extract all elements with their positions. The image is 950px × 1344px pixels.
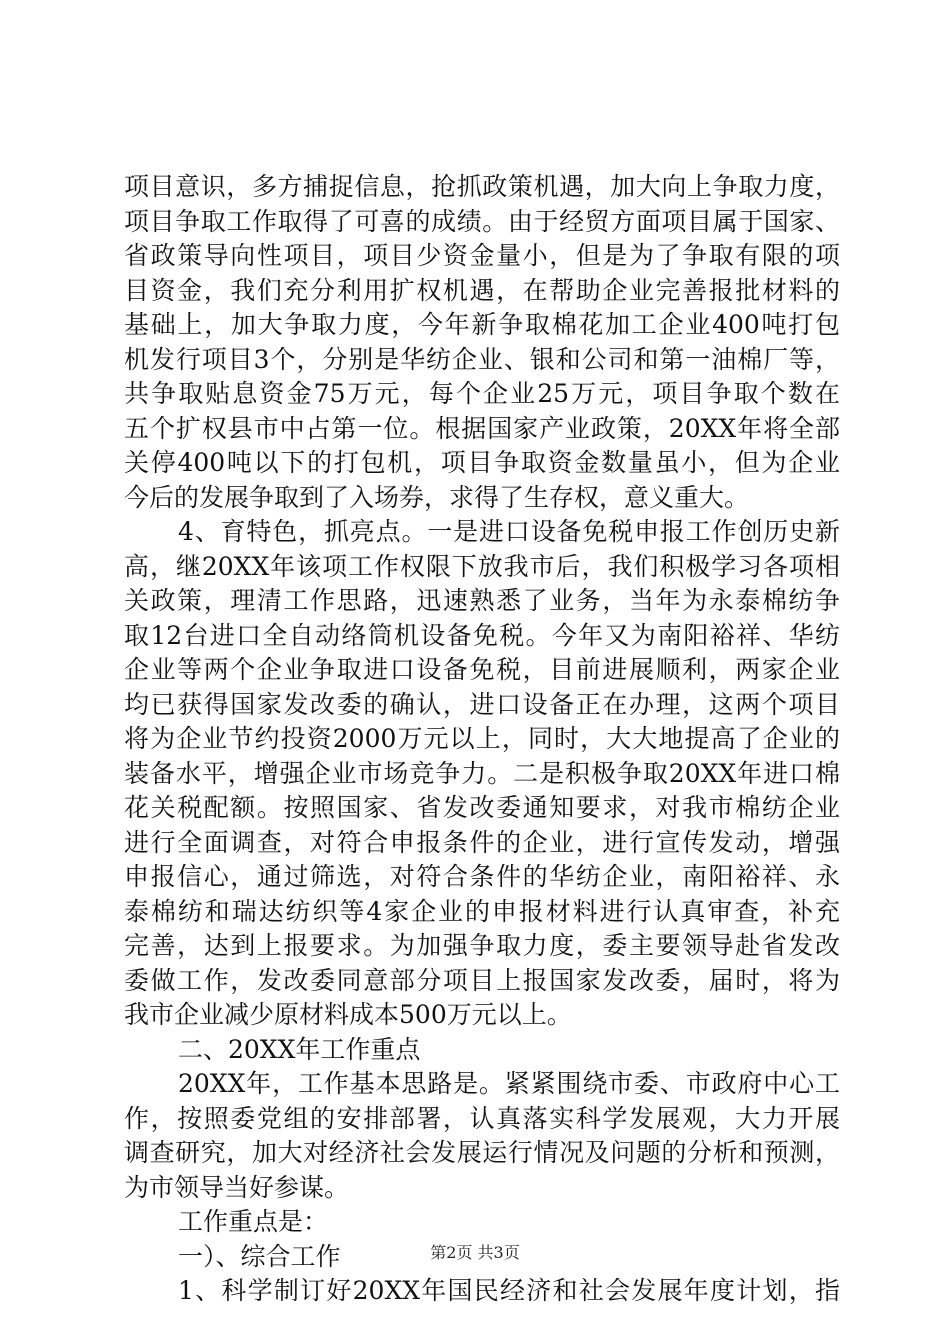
text-line: 20XX年，工作基本思路是。紧紧围绕市委、市政府中心工 <box>178 1069 840 1098</box>
text-line: 高，继20XX年该项工作权限下放我市后，我们积极学习各项相 <box>124 551 840 581</box>
text-line: 省政策导向性项目，项目少资金量小，但是为了争取有限的项 <box>124 241 840 270</box>
text-line: 为市领导当好参谋。 <box>124 1172 350 1202</box>
text-line: 委做工作，发改委同意部分项目上报国家发改委，届时，将为 <box>124 965 840 995</box>
text-line: 进行全面调查，对符合申报条件的企业，进行宣传发动，增强 <box>124 827 840 857</box>
text-line: 五个扩权县市中占第一位。根据国家产业政策，20XX年将全部 <box>124 413 840 443</box>
text-line: 4、育特色，抓亮点。一是进口设备免税申报工作创历史新 <box>178 517 840 546</box>
text-line: 我市企业减少原材料成本500万元以上。 <box>124 1000 572 1029</box>
text-line: 基础上，加大争取力度，今年新争取棉花加工企业400吨打包 <box>124 310 840 339</box>
text-line: 取12台进口全自动络筒机设备免税。今年又为南阳裕祥、华纺 <box>124 620 840 650</box>
text-line: 关停400吨以下的打包机，项目争取资金数量虽小，但为企业 <box>124 448 840 477</box>
section-heading: 二、20XX年工作重点 <box>178 1034 421 1064</box>
text-line: 工作重点是： <box>178 1207 329 1236</box>
text-line: 今后的发展争取到了入场券，求得了生存权，意义重大。 <box>124 482 750 512</box>
text-line: 泰棉纺和瑞达纺织等4家企业的申报材料进行认真审查，补充 <box>124 896 840 926</box>
text-line: 项目争取工作取得了可喜的成绩。由于经贸方面项目属于国家、 <box>124 206 840 236</box>
document-body <box>124 170 840 1309</box>
text-line: 均已获得国家发改委的确认，进口设备正在办理，这两个项目 <box>124 689 840 719</box>
text-line: 完善，达到上报要求。为加强争取力度，委主要领导赴省发改 <box>124 931 840 960</box>
subsection-heading: 一）、综合工作 <box>178 1241 341 1271</box>
text-line: 装备水平，增强企业市场竞争力。二是积极争取20XX年进口棉 <box>124 758 840 788</box>
text-line: 调查研究，加大对经济社会发展运行情况及问题的分析和预测， <box>124 1138 840 1167</box>
text-line: 将为企业节约投资2000万元以上，同时，大大地提高了企业的 <box>124 724 840 753</box>
text-line: 共争取贴息资金75万元，每个企业25万元，项目争取个数在 <box>124 379 840 408</box>
text-line: 1、科学制订好20XX年国民经济和社会发展年度计划，指 <box>178 1276 840 1305</box>
page-footer: 第2页 共3页 <box>430 1243 520 1262</box>
text-line: 关政策，理清工作思路，迅速熟悉了业务，当年为永泰棉纺争 <box>124 586 840 615</box>
text-line: 花关税配额。按照国家、省发改委通知要求，对我市棉纺企业 <box>124 793 840 822</box>
text-line: 机发行项目3个，分别是华纺企业、银和公司和第一油棉厂等， <box>124 344 840 374</box>
text-line: 目资金，我们充分利用扩权机遇，在帮助企业完善报批材料的 <box>124 275 840 305</box>
text-line: 项目意识，多方捕捉信息，抢抓政策机遇，加大向上争取力度， <box>124 172 840 201</box>
text-line: 企业等两个企业争取进口设备免税，目前进展顺利，两家企业 <box>124 655 840 684</box>
text-line: 申报信心，通过筛选，对符合条件的华纺企业，南阳裕祥、永 <box>124 862 840 891</box>
text-line: 作，按照委党组的安排部署，认真落实科学发展观，大力开展 <box>124 1103 840 1133</box>
